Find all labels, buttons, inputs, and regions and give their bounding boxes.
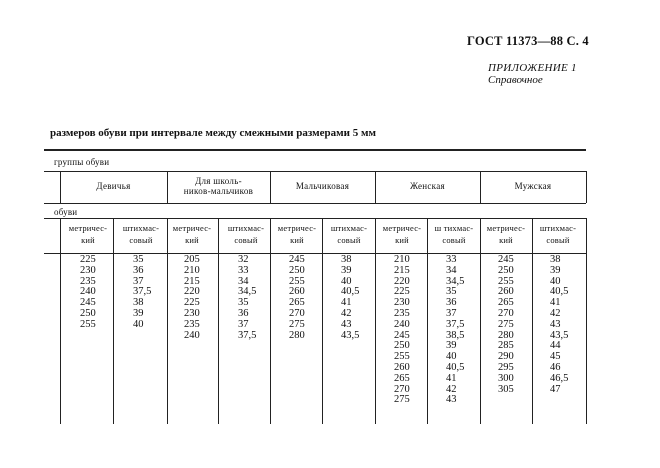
size-value: 43 [550,318,561,330]
size-value: 255 [498,275,514,287]
size-value: 235 [394,307,410,319]
size-value: 290 [498,351,514,363]
size-value: 37,5 [446,318,465,330]
size-value: 245 [80,297,96,309]
table-rule [44,171,586,172]
size-value: 45 [550,351,561,363]
size-value: 260 [289,286,305,298]
group-header: Мужская [514,181,552,191]
column-divider [427,218,428,424]
size-value: 260 [394,361,410,373]
size-value: 33 [238,264,249,276]
size-value: 250 [80,307,96,319]
size-value: 305 [498,383,514,395]
size-value: 41 [550,297,561,309]
size-value: 225 [80,254,96,265]
size-value: 43 [341,318,352,330]
size-value: 245 [498,254,514,265]
sub-header: метричес- кий [382,223,422,245]
size-value: 43,5 [341,329,360,341]
data-column [289,255,305,341]
size-value: 205 [184,254,200,265]
size-value: 34,5 [238,286,257,298]
reference-label: Справочное [488,74,543,86]
size-value: 46 [550,361,561,373]
size-value: 43 [446,394,457,406]
table-rule [44,149,586,151]
size-value: 240 [80,286,96,298]
size-value: 40 [133,318,144,330]
size-value: 245 [394,329,410,341]
size-value: 36 [238,307,249,319]
size-value: 44 [550,340,561,352]
sub-header: штихмас- совый [227,223,265,245]
size-value: 210 [184,264,200,276]
size-value: 32 [238,254,249,265]
size-value: 37,5 [133,286,152,298]
size-value: 33 [446,254,457,265]
size-value: 220 [394,275,410,287]
size-value: 225 [184,297,200,309]
table-title: размеров обуви при интервале между смежными размерами 5 мм [50,127,376,139]
size-value: 230 [184,307,200,319]
size-value: 40,5 [341,286,360,298]
size-value: 36 [133,264,144,276]
size-value: 39 [341,264,352,276]
document-reference: ГОСТ 11373—88 С. 4 [467,34,589,48]
size-value: 295 [498,361,514,373]
size-value: 39 [133,307,144,319]
data-column [550,255,568,395]
size-value: 250 [394,340,410,352]
sub-header: штихмас- совый [330,223,368,245]
column-divider [113,218,114,424]
data-column [341,255,359,341]
group-header: Для школь- ников-мальчиков [183,176,254,196]
column-divider [167,218,168,424]
size-value: 35 [133,254,144,265]
table-rule [44,203,586,204]
size-value: 36 [446,297,457,309]
size-value: 265 [394,372,410,384]
size-value: 40,5 [446,361,465,373]
size-value: 265 [289,297,305,309]
size-value: 39 [550,264,561,276]
size-value: 255 [394,351,410,363]
size-value: 40 [550,275,561,287]
size-value: 255 [80,318,96,330]
size-value: 300 [498,372,514,384]
size-value: 37 [446,307,457,319]
size-value: 43,5 [550,329,569,341]
column-divider [586,171,587,203]
column-divider [480,218,481,424]
data-column [394,255,410,406]
size-value: 250 [498,264,514,276]
group-header: Женская [410,181,445,191]
size-value: 235 [184,318,200,330]
sub-header: штихмас- совый [122,223,160,245]
size-value: 240 [184,329,200,341]
data-column [184,255,200,341]
size-value: 235 [80,275,96,287]
column-divider [60,218,61,424]
column-divider [532,218,533,424]
size-value: 250 [289,264,305,276]
size-value: 210 [394,254,410,265]
sub-header: метричес- кий [277,223,317,245]
size-value: 40 [341,275,352,287]
size-value: 38 [550,254,561,265]
sub-header: метричес- кий [68,223,108,245]
size-value: 39 [446,340,457,352]
column-divider [218,218,219,424]
size-value: 34 [238,275,249,287]
size-value: 37 [133,275,144,287]
data-column [446,255,464,406]
data-column [238,255,256,341]
size-value: 37,5 [238,329,257,341]
data-column [80,255,96,331]
size-value: 34,5 [446,275,465,287]
size-value: 285 [498,340,514,352]
sub-header: ш тихмас- совый [434,223,474,245]
size-value: 34 [446,264,457,276]
size-value: 46,5 [550,372,569,384]
size-value: 280 [289,329,305,341]
size-value: 225 [394,286,410,298]
size-value: 35 [446,286,457,298]
table-rule [44,218,586,219]
group-header: Девичья [96,181,131,191]
size-value: 230 [394,297,410,309]
size-value: 47 [550,383,561,395]
size-value: 260 [498,286,514,298]
size-value: 215 [184,275,200,287]
size-value: 245 [289,254,305,265]
column-divider [375,218,376,424]
size-value: 275 [289,318,305,330]
size-value: 41 [341,297,352,309]
size-value: 220 [184,286,200,298]
sub-header: метричес- кий [486,223,526,245]
sub-header: штихмас- совый [539,223,577,245]
group-header: Мальчиковая [295,181,350,191]
size-value: 37 [238,318,249,330]
size-value: 270 [394,383,410,395]
size-value: 40,5 [550,286,569,298]
appendix-label: ПРИЛОЖЕНИЕ 1 [488,62,577,74]
size-value: 275 [498,318,514,330]
size-value: 35 [238,297,249,309]
size-value: 215 [394,264,410,276]
size-value: 42 [341,307,352,319]
size-value: 42 [446,383,457,395]
size-value: 275 [394,394,410,406]
column-divider [586,218,587,424]
size-value: 40 [446,351,457,363]
row-label-footwear: обуви [54,207,78,217]
data-column [498,255,514,395]
size-value: 38 [341,254,352,265]
size-value: 38,5 [446,329,465,341]
size-value: 230 [80,264,96,276]
data-column [133,255,151,331]
size-value: 255 [289,275,305,287]
size-value: 270 [498,307,514,319]
column-divider [322,218,323,424]
sub-header: метричес- кий [172,223,212,245]
size-value: 270 [289,307,305,319]
size-value: 240 [394,318,410,330]
row-label-groups: группы обуви [54,157,110,167]
size-value: 38 [133,297,144,309]
size-value: 265 [498,297,514,309]
size-value: 42 [550,307,561,319]
column-divider [270,218,271,424]
size-value: 280 [498,329,514,341]
size-value: 41 [446,372,457,384]
